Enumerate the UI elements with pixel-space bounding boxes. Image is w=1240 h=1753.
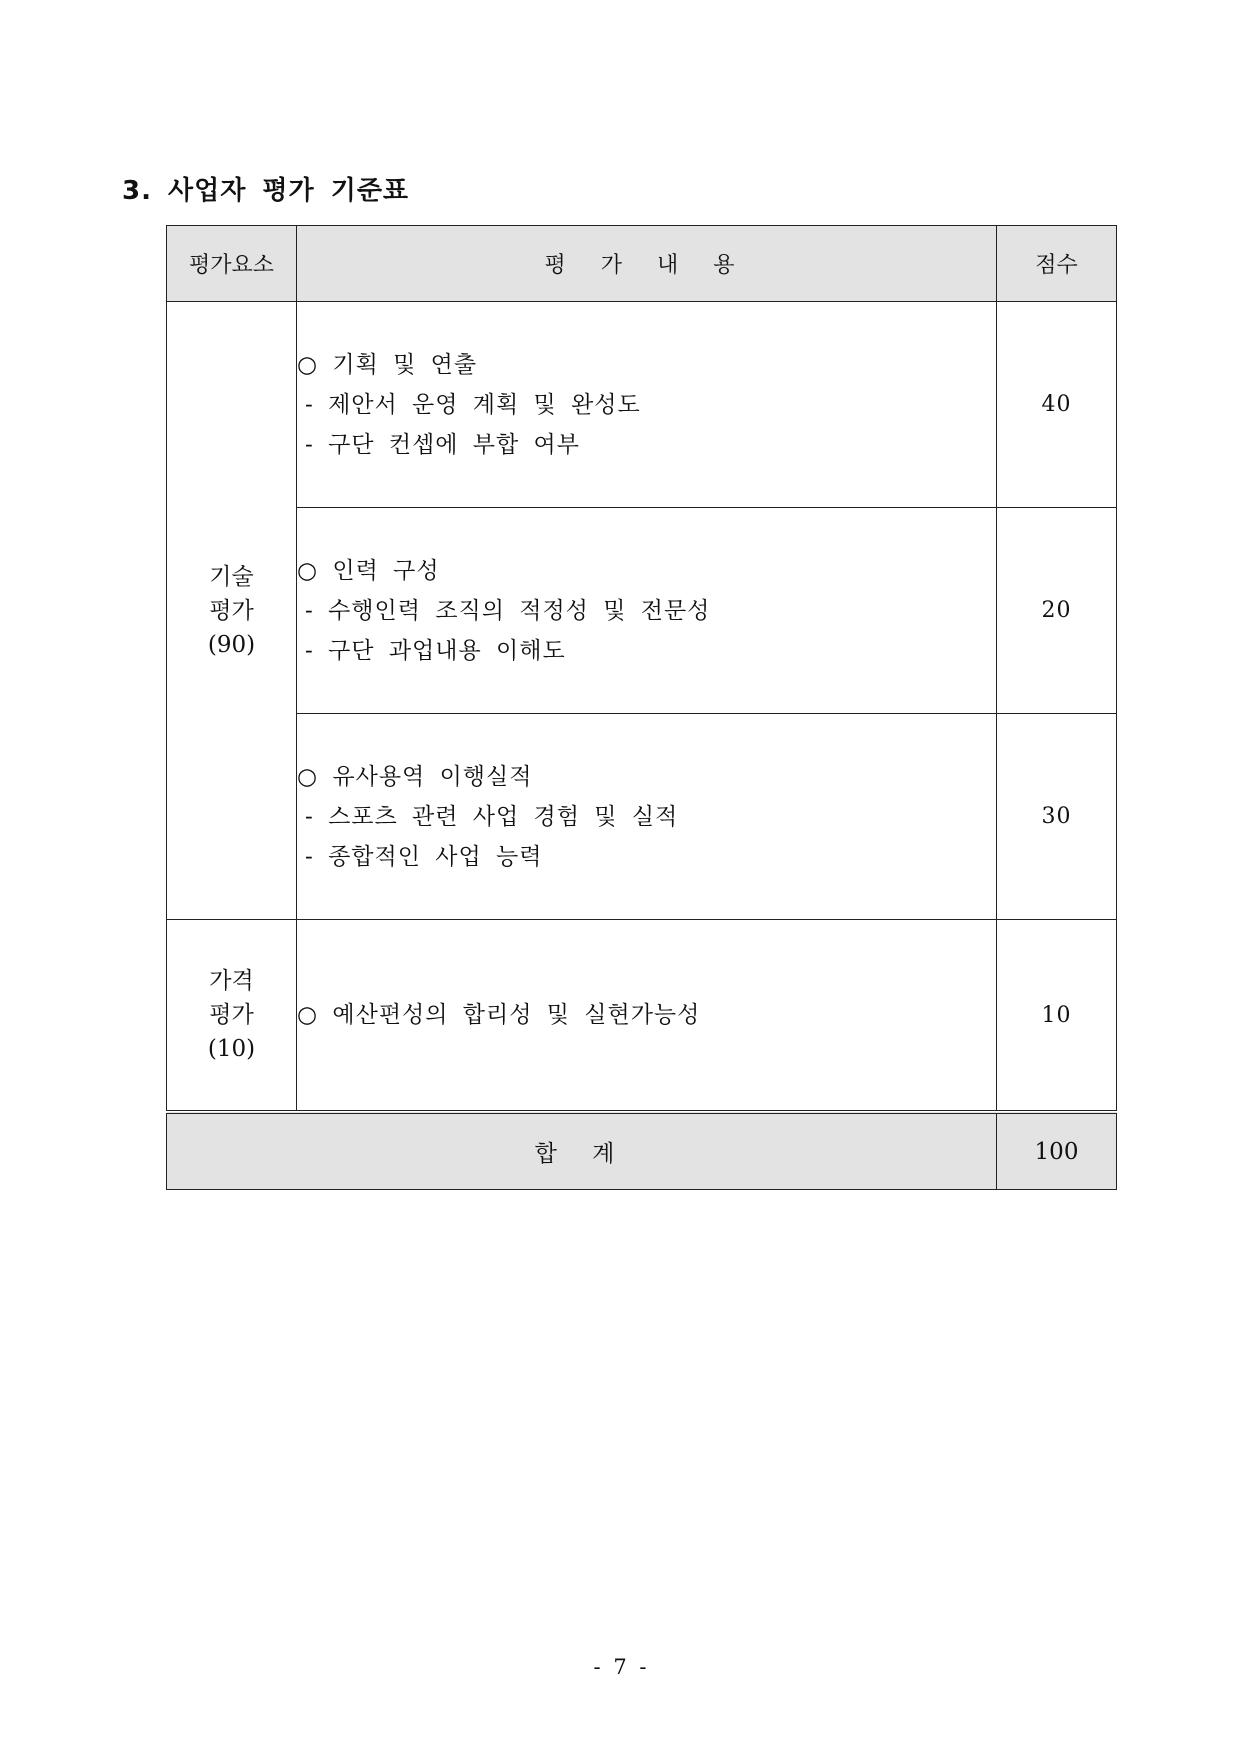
criteria-content xyxy=(297,920,997,1113)
criteria-sub: - 수행인력 조직의 적정성 및 전문성 xyxy=(305,597,711,624)
table-footer xyxy=(167,1112,1117,1190)
factor-technical: 기술 평가 (90) xyxy=(167,302,297,920)
page-title: 3. 사업자 평가 기준표 xyxy=(122,176,410,206)
criteria-sub: - 스포츠 관련 사업 경험 및 실적 xyxy=(305,803,679,830)
criteria-sub: - 구단 과업내용 이해도 xyxy=(305,637,566,664)
criteria-title: ○ 예산편성의 합리성 및 실현가능성 xyxy=(297,1002,701,1028)
total-label: 합 계 xyxy=(167,1112,997,1190)
criteria-sub: - 종합적인 사업 능력 xyxy=(305,843,543,870)
page-number: - 7 - xyxy=(593,1655,647,1679)
header-score: 점수 xyxy=(997,226,1117,302)
criteria-score: 30 xyxy=(997,714,1117,920)
criteria-content xyxy=(297,714,997,920)
table-row xyxy=(167,302,1117,508)
criteria-sub: - 구단 컨셉에 부합 여부 xyxy=(305,431,580,458)
criteria-content xyxy=(297,302,997,508)
total-score: 100 xyxy=(997,1112,1117,1190)
total-row xyxy=(167,1112,1117,1190)
criteria-score: 20 xyxy=(997,508,1117,714)
criteria-title: ○ 기획 및 연출 xyxy=(297,351,478,378)
criteria-score: 10 xyxy=(997,920,1117,1113)
table-row xyxy=(167,920,1117,1113)
header-content: 평 가 내 용 xyxy=(297,226,997,302)
criteria-sub: - 제안서 운영 계획 및 완성도 xyxy=(305,391,641,418)
factor-price: 가격 평가 (10) xyxy=(167,920,297,1113)
criteria-content xyxy=(297,508,997,714)
criteria-score: 40 xyxy=(997,302,1117,508)
criteria-title: ○ 유사용역 이행실적 xyxy=(297,763,533,790)
criteria-title: ○ 인력 구성 xyxy=(297,557,440,584)
table-row xyxy=(167,714,1117,920)
evaluation-criteria-table xyxy=(166,225,1117,1190)
header-factor: 평가요소 xyxy=(167,226,297,302)
table-row xyxy=(167,508,1117,714)
table-header xyxy=(167,226,1117,302)
